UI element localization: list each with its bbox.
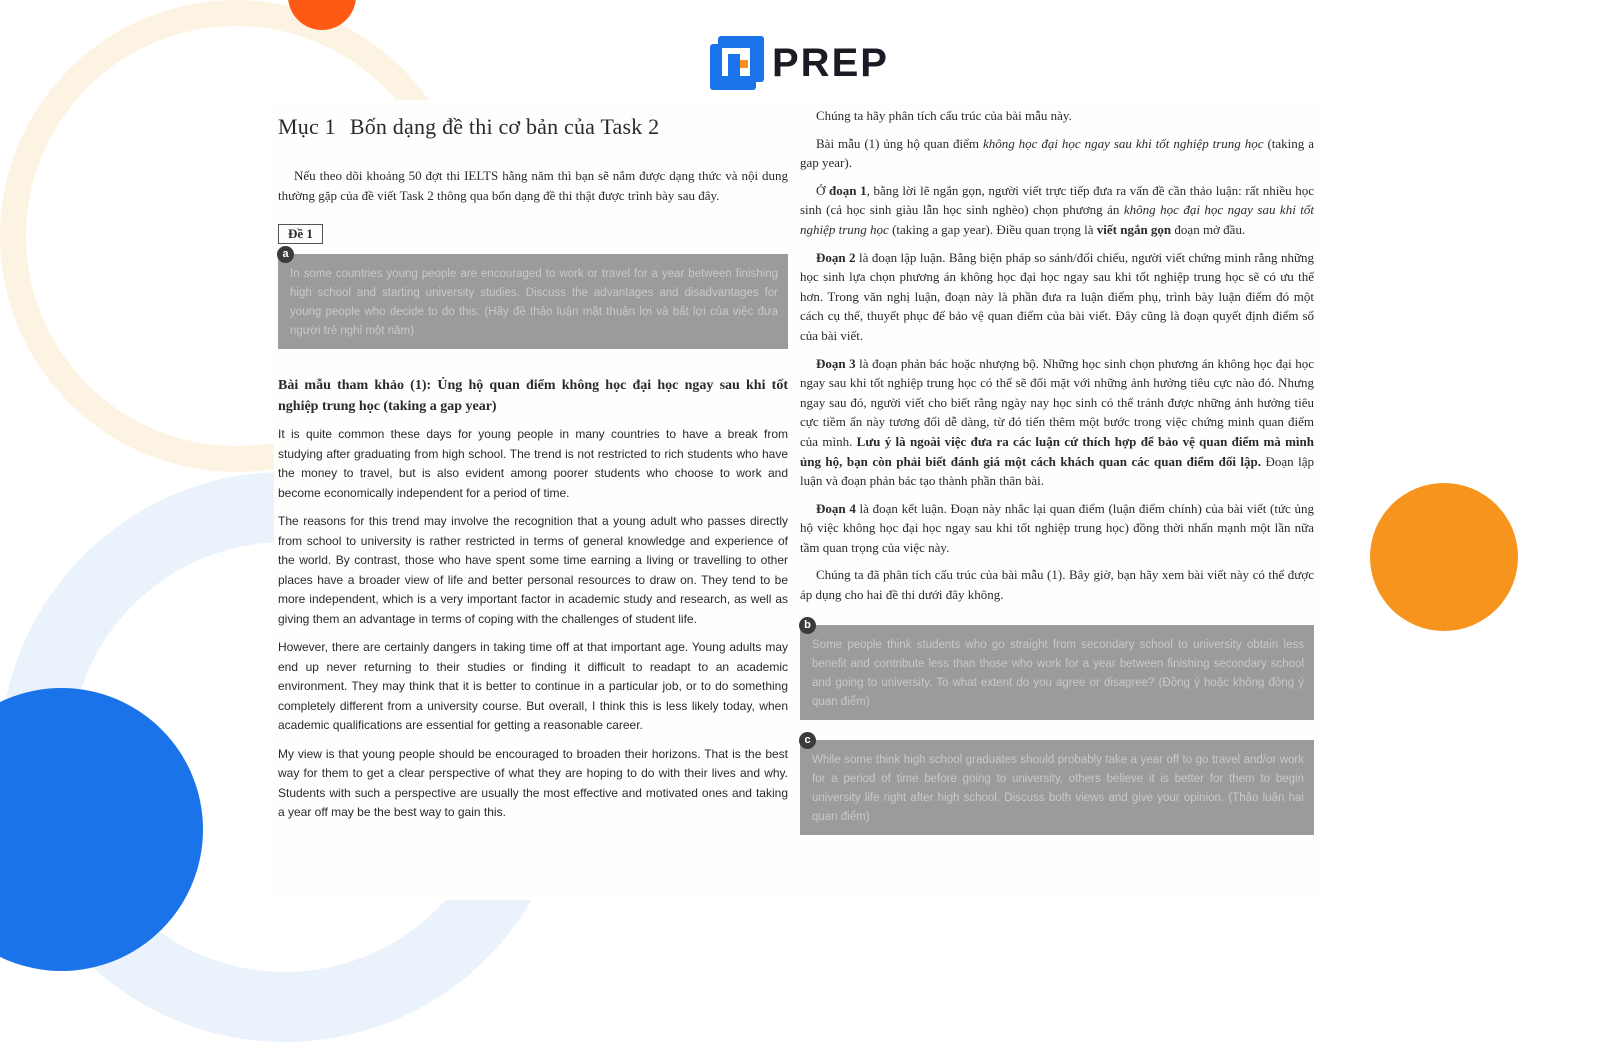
- prompt-c-text: While some think high school graduates should probably take a year off to go travel and/or work for a period of time before going to university, others believe it is better for them to begin university life right after high school. Discuss both views and give your opinion. (Thảo luận hai quan điểm): [812, 753, 1304, 823]
- prep-logo-text: PREP: [772, 40, 889, 85]
- prompt-a-badge: a: [277, 246, 294, 263]
- analysis-paragraph-3: Đoạn 2 là đoạn lập luận. Bằng biện pháp so sánh/đối chiếu, người viết chứng minh rằng những học sinh lựa chọn phương án không học đại học ngay sau khi tốt nghiệp trung học sẽ có ưu thế hơn. Trong văn nghị luận, đoạn này là phần đưa ra luận điểm phụ, trình bày luận điểm đó một cách cụ thể, thuyết phục để bảo vệ quan điểm của bài viết. Đây cũng là đoạn quyết định điểm số của bài viết.: [800, 249, 1315, 343]
- analysis-paragraph-1: Bài mẫu (1) ủng hộ quan điểm không học đại học ngay sau khi tốt nghiệp trung học (taking a gap year).: [800, 135, 1315, 171]
- left-column: [278, 100, 788, 823]
- prompt-box-b: [800, 618, 1314, 720]
- prompt-b-badge: b: [799, 617, 816, 634]
- prompt-box-a: [278, 248, 788, 349]
- prompt-a-text: In some countries young people are encouraged to work or travel for a year between finishing high school and starting university studies. Discuss the advantages and disadvantages for young people who decide to do this. (Hãy đề thảo luận mặt thuận lợi và bất lợi của việc đưa người trẻ nghỉ một năm): [290, 268, 778, 337]
- book-page: [274, 100, 1324, 900]
- analysis-paragraph-4: Đoạn 3 là đoạn phản bác hoặc nhượng bộ. Những học sinh chọn phương án không học đại học ngay sau khi tốt nghiệp trung học có thể sẽ đối mặt với những ảnh hưởng tiêu cực nào đó. Nhưng ngay sau đó, người viết cho biết rằng ngày nay học sinh có thể tránh được những ảnh hưởng tiêu cực tiềm ẩn này tương đối dễ dàng, từ đó tiến thêm một bước trong việc chứng minh quan điểm của mình. Lưu ý là ngoài việc đưa ra các luận cứ thích hợp để bảo vệ quan điểm mà mình ủng hộ, bạn còn phải biết đánh giá một cách khách quan các quan điểm đối lập. Đoạn lập luận và đoạn phản bác tạo thành phần thân bài.: [800, 355, 1315, 489]
- analysis-paragraph-2: Ở đoạn 1, bằng lời lẽ ngắn gọn, người viết trực tiếp đưa ra vấn đề cần thảo luận: rất nhiều học sinh (cả học sinh giàu lẫn học sinh nghèo) chọn phương án không học đại học ngay sau khi tốt nghiệp trung học (taking a gap year). Điều quan trọng là viết ngắn gọn đoạn mở đầu.: [800, 182, 1315, 237]
- essay-paragraph-3: However, there are certainly dangers in taking time off at that important age. Young adults may end up never returning to their studies or finding it difficult to readapt to an academic environment. They may think that it is better to continue in a particular job, or to do something completely different from a university course. But overall, I think this is less likely today, when academic qualifications are essential for getting a reasonable career.: [278, 640, 788, 732]
- decor-orange-circle-right: [1370, 483, 1518, 631]
- essay-paragraph-4: My view is that young people should be encouraged to broaden their horizons. That is the best way for them to get a clear perspective of what they are hoping to do with their lives and why. Students with such a perspective are usually the most effective and motivated ones and taking a year off may be the best way to gain this.: [278, 746, 788, 819]
- prompt-c-badge: c: [799, 732, 816, 749]
- section-heading: [278, 114, 788, 140]
- analysis-paragraph-5: Đoạn 4 là đoạn kết luận. Đoạn này nhắc lại quan điểm (luận điểm chính) của bài viết (tức ủng hộ việc không học đại học ngay sau khi tốt nghiệp trung học) đồng thời nhấn mạnh một lần nữa tầm quan trọng của việc này.: [800, 500, 1314, 555]
- essay-paragraph-1: It is quite common these days for young people in many countries to have a break from studying after graduating from high school. The trend is not restricted to rich students who have the money to travel, but is also evident among poorer students who choose to work and become economically independent for a period of time.: [278, 427, 788, 500]
- exam-label: Đề 1: [278, 224, 323, 244]
- prep-logo[interactable]: [710, 36, 889, 90]
- prompt-b-text: Some people think students who go straight from secondary school to university obtain less benefit and contribute less than those who work for a year between finishing secondary school and going to university. To what extent do you agree or disagree? (Đồng ý hoặc không đồng ý quan điểm): [812, 638, 1304, 708]
- right-column: [800, 100, 1314, 835]
- analysis-paragraph-6: Chúng ta đã phân tích cấu trúc của bài mẫu (1). Bây giờ, bạn hãy xem bài viết này có thể được áp dụng cho hai đề thi dưới đây không.: [800, 567, 1314, 603]
- prep-logo-icon: [710, 36, 764, 90]
- section-title: Bốn dạng đề thi cơ bản của Task 2: [349, 114, 660, 139]
- sample-essay-title: Bài mẫu tham khảo (1): Ủng hộ quan điểm không học đại học ngay sau khi tốt nghiệp trung học (taking a gap year): [278, 378, 788, 414]
- essay-paragraph-2: The reasons for this trend may involve the recognition that a young adult who passes directly from school to university is rather restricted in terms of general knowledge and experience of the world. By contrast, those who have spent some time earning a living or travelling to other places have a broader view of life and better personal resources to draw on. They tend to be more independent, which is a very important factor in academic study and research, as well as giving them an advantage in terms of coping with the challenges of student life.: [278, 514, 788, 626]
- prompt-box-c: [800, 733, 1314, 835]
- intro-paragraph: Nếu theo dõi khoảng 50 đợt thi IELTS hằng năm thì bạn sẽ nắm được dạng thức và nội dung thường gặp của đề viết Task 2 thông qua bốn dạng đề thi thật được trình bày sau đây.: [278, 168, 788, 203]
- section-number: Mục 1: [278, 114, 336, 139]
- analysis-intro: Chúng ta hãy phân tích cấu trúc của bài mẫu này.: [816, 108, 1072, 123]
